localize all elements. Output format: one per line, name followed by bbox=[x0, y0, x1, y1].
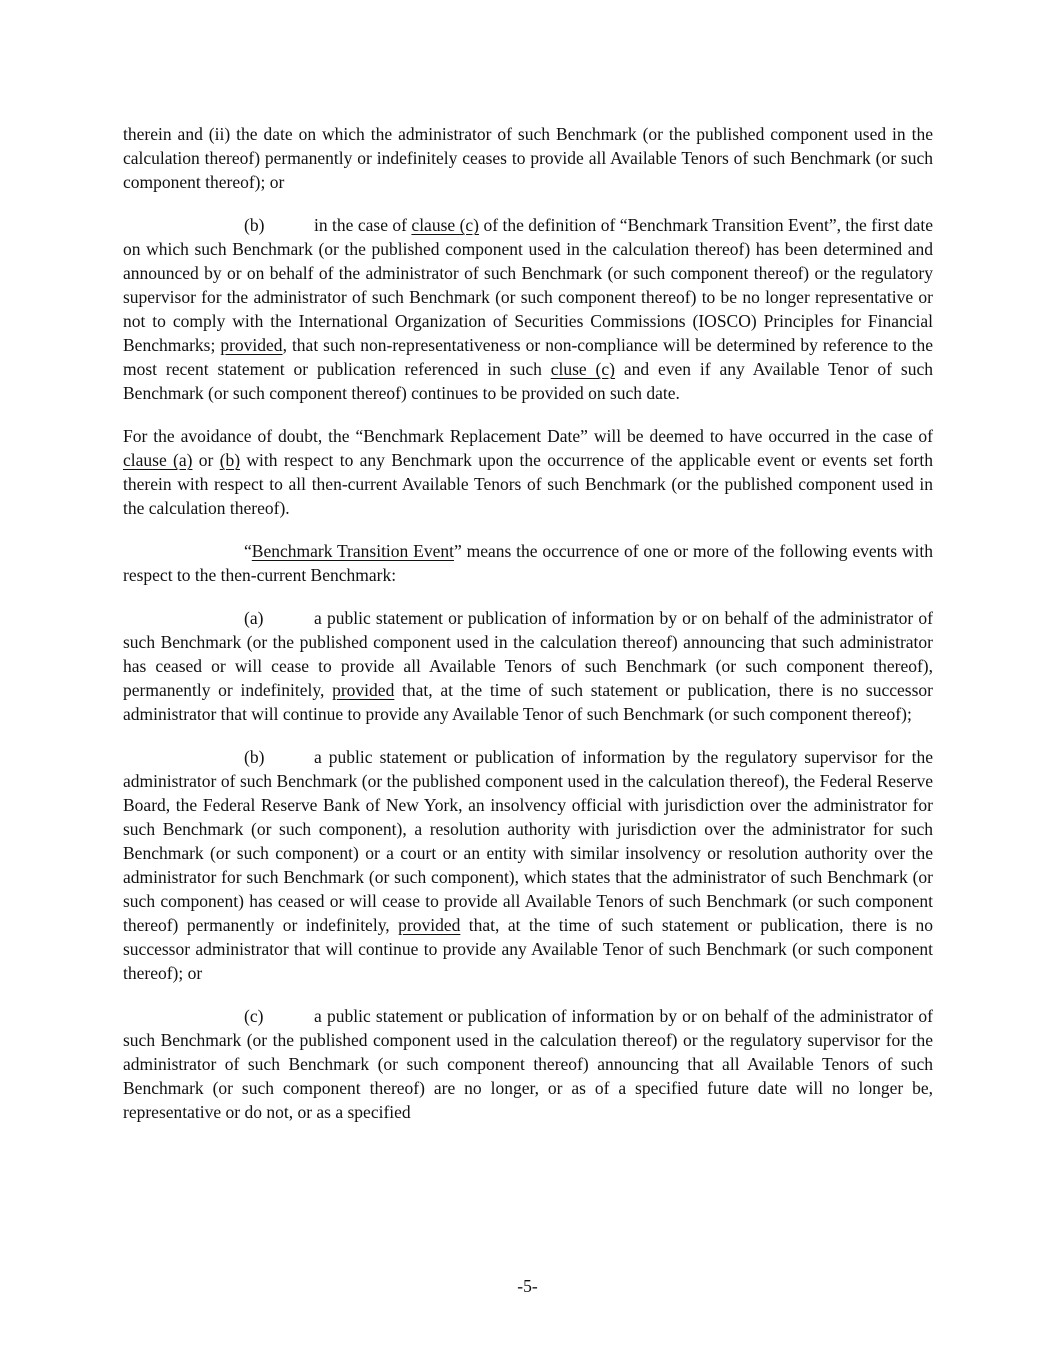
underlined-text-run: clause (c) bbox=[411, 215, 480, 235]
underlined-text-run: provided bbox=[220, 335, 283, 355]
clause-label: (b) bbox=[244, 747, 265, 767]
text-run: or bbox=[192, 450, 220, 470]
text-run: “ bbox=[244, 541, 252, 561]
text-run: that, at the time of such statement or publication, there is no successor administrator that will continue to provide any Available Tenor of such Benchmark (or such component thereof); or bbox=[123, 915, 933, 983]
paragraph bbox=[123, 213, 933, 405]
paragraph bbox=[123, 745, 933, 985]
underlined-text-run: provided bbox=[398, 915, 461, 935]
clause-label: (a) bbox=[244, 608, 264, 628]
clause-label: (b) bbox=[244, 215, 265, 235]
underlined-text-run: Benchmark Transition Event bbox=[251, 541, 454, 561]
underlined-text-run: provided bbox=[332, 680, 395, 700]
text-run: ” means the occurrence of one or more of the following events with respect to the then-current Benchmark: bbox=[123, 541, 933, 585]
text-run: , that such non-representativeness or non-compliance will be determined by reference to the most recent statement or publication referenced in such bbox=[123, 335, 933, 379]
paragraph bbox=[123, 606, 933, 726]
text-run: that, at the time of such statement or publication, there is no successor administrator that will continue to provide any Available Tenor of such Benchmark (or such component thereof); bbox=[123, 680, 933, 724]
text-run: a public statement or publication of information by or on behalf of the administrator of such Benchmark (or the published component used in the calculation thereof) or the regulatory supervisor for the administrator of such Benchmark (or such component thereof) announcing that all Available Tenors of such Benchmark (or such component thereof) are no longer, or as of a specified future date will no longer be, representative or do not, or as a specified bbox=[123, 1006, 933, 1122]
text-run: in the case of bbox=[314, 215, 412, 235]
underlined-text-run: cluse (c) bbox=[550, 359, 615, 379]
text-run: therein and (ii) the date on which the administrator of such Benchmark (or the published component used in the calculation thereof) permanently or indefinitely ceases to provide all Available Tenors of such Benchmark (or such component thereof); or bbox=[123, 124, 933, 192]
paragraph bbox=[123, 1004, 933, 1124]
document-body bbox=[123, 122, 933, 1143]
text-run: a public statement or publication of information by the regulatory supervisor for the administrator of such Benchmark (or the published component used in the calculation thereof), the Federal Reserve Board, the Federal Reserve Bank of New York, an insolvency official with jurisdiction over the administrator for such Benchmark (or such component), a resolution authority with jurisdiction over the administrator for such Benchmark (or such component) or a court or an entity with similar insolvency or resolution authority over the administrator for such Benchmark (or such component), which states that the administrator of such Benchmark (or such component) has ceased or will cease to provide all Available Tenors of such Benchmark (or such component thereof) permanently or indefinitely, bbox=[123, 747, 933, 935]
text-run: a public statement or publication of information by or on behalf of the administrator of such Benchmark (or the published component used in the calculation thereof) announcing that such administrator has ceased or will cease to provide all Available Tenors of such Benchmark (or such component thereof), permanently or indefinitely, bbox=[123, 608, 933, 700]
clause-label: (c) bbox=[244, 1006, 264, 1026]
text-run: and even if any Available Tenor of such Benchmark (or such component thereof) continues to be provided on such date. bbox=[123, 359, 933, 403]
underlined-text-run: clause (a) bbox=[123, 450, 193, 470]
text-run: of the definition of “Benchmark Transition Event”, the first date on which such Benchmark (or the published component used in the calculation thereof) has been determined and announced by or on behalf of the administrator of such Benchmark (or such component thereof) or the regulatory supervisor for the administrator of such Benchmark (or such component thereof) to be no longer representative or not to comply with the International Organization of Securities Commissions (IOSCO) Principles for Financial Benchmarks; bbox=[123, 215, 934, 355]
text-run: For the avoidance of doubt, the “Benchmark Replacement Date” will be deemed to have occurred in the case of bbox=[123, 426, 933, 446]
paragraph bbox=[123, 424, 933, 520]
underlined-text-run: (b) bbox=[219, 450, 241, 470]
text-run: with respect to any Benchmark upon the occurrence of the applicable event or events set forth therein with respect to all then-current Available Tenors of such Benchmark (or the published component used in the calculation thereof). bbox=[123, 450, 933, 518]
paragraph bbox=[123, 539, 933, 587]
paragraph bbox=[123, 122, 933, 194]
page-number: -5- bbox=[517, 1276, 538, 1296]
